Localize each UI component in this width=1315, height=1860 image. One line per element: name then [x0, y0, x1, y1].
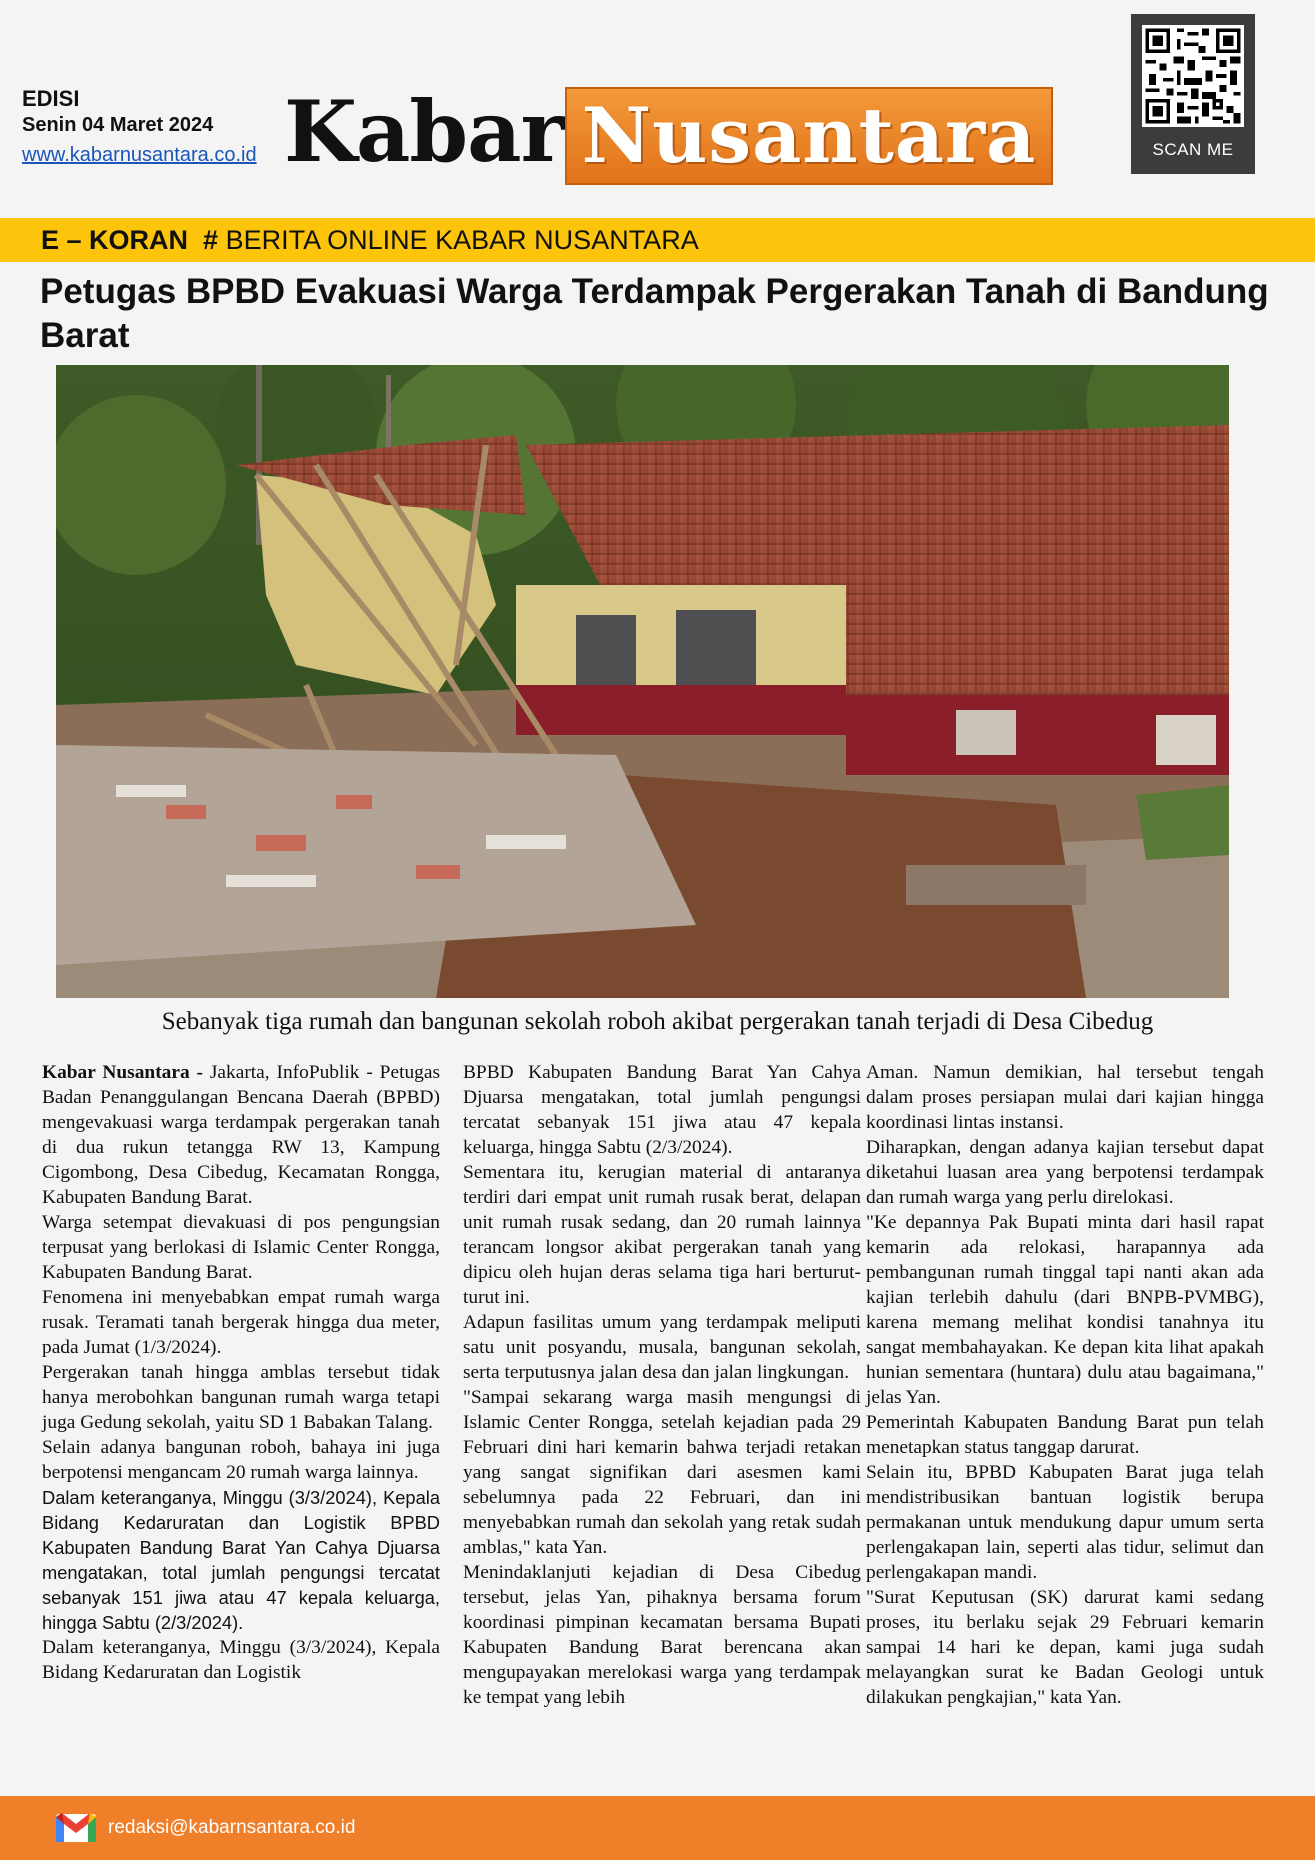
section-separator: #	[203, 225, 219, 255]
article-paragraph: Pergerakan tanah hingga amblas tersebut tidak hanya merobohkan bangunan rumah warga tetapi juga Gedung sekolah, yaitu SD 1 Babakan Talang.	[42, 1362, 440, 1433]
article-photo	[56, 365, 1229, 998]
section-band-text	[41, 224, 699, 256]
brand-logo-nusantara: Nusantara	[581, 91, 1037, 180]
article-paragraph: Selain adanya bangunan roboh, bahaya ini juga berpotensi mengancam 20 rumah warga lainnya.	[42, 1437, 440, 1483]
article-paragraph: BPBD Kabupaten Bandung Barat Yan Cahya Djuarsa mengatakan, total jumlah pengungsi tercatat sebanyak 151 jiwa atau 47 kepala keluarga, hingga Sabtu (2/3/2024).	[463, 1062, 861, 1158]
article-column-2	[463, 1060, 861, 1710]
edition-info	[22, 86, 272, 172]
collapsed-house-illustration	[56, 365, 1229, 998]
article-byline: Kabar Nusantara -	[42, 1062, 203, 1083]
article-paragraph: Menindaklanjuti kejadian di Desa Cibedug tersebut, jelas Yan, pihaknya bersama forum koordinasi pimpinan kecamatan bersama Bupati Kabupaten Bandung Barat berencana akan mengupayakan merelokasi warga yang terdampak ke tempat yang lebih	[463, 1562, 861, 1708]
qr-code[interactable]	[1131, 14, 1255, 174]
photo-caption: Sebanyak tiga rumah dan bangunan sekolah roboh akibat pergerakan tanah terjadi di Desa Cibedug	[161, 1008, 1154, 1035]
article-paragraph: "Sampai sekarang warga masih mengungsi di Islamic Center Rongga, setelah kejadian pada 29 Februari dini hari kemarin bahwa terjadi retakan yang sangat signifikan dari asesmen kami sebelumnya pada 22 Februari, dan ini menyebabkan rumah dan sekolah yang retak sudah amblas," kata Yan.	[463, 1387, 861, 1558]
article-paragraph: Kabar Nusantara - Jakarta, InfoPublik - Petugas Badan Penanggulangan Bencana Daerah (BPBD) mengevakuasi warga terdampak pergerakan tanah di dua rukun tetangga RW 13, Kampung Cigombong, Desa Cibedug, Kecamatan Rongga, Kabupaten Bandung Barat.	[42, 1062, 440, 1208]
brand-logo-kabar: Kabar	[284, 82, 564, 181]
section-label: E – KORAN	[41, 225, 189, 255]
article-paragraph: "Surat Keputusan (SK) darurat kami sedang proses, itu berlaku sejak 29 Februari kemarin sampai 14 hari ke depan, kami juga sudah melayangkan surat ke Badan Geologi untuk dilakukan pengkajian," kata Yan.	[866, 1587, 1264, 1708]
article-paragraph: Adapun fasilitas umum yang terdampak meliputi satu unit posyandu, musala, bangunan sekolah, serta terputusnya jalan desa dan jalan lingkungan.	[463, 1312, 861, 1383]
section-tagline: BERITA ONLINE KABAR NUSANTARA	[225, 225, 699, 255]
article-paragraph: Dalam keteranganya, Minggu (3/3/2024), Kepala Bidang Kedaruratan dan Logistik BPBD Kabupaten Bandung Barat Yan Cahya Djuarsa mengatakan, total jumlah pengungsi tercatat sebanyak 151 jiwa atau 47 kepala keluarga, hingga Sabtu (2/3/2024).	[42, 1487, 440, 1633]
qr-code-icon	[1142, 25, 1244, 127]
brand-logo-box	[565, 87, 1053, 185]
article-paragraph: Aman. Namun demikian, hal tersebut tengah dalam proses persiapan mulai dari kajian hingga koordinasi lintas instansi.	[866, 1062, 1264, 1133]
article-paragraph: Diharapkan, dengan adanya kajian tersebut dapat diketahui luasan area yang berpotensi terdampak dan rumah warga yang perlu direlokasi.	[866, 1137, 1264, 1208]
footer-bar	[0, 1796, 1315, 1860]
article-paragraph: Pemerintah Kabupaten Bandung Barat pun telah menetapkan status tanggap darurat.	[866, 1412, 1264, 1458]
section-band	[0, 218, 1315, 262]
website-link[interactable]: www.kabarnusantara.co.id	[22, 144, 257, 166]
article-paragraph: Dalam keteranganya, Minggu (3/3/2024), Kepala Bidang Kedaruratan dan Logistik	[42, 1637, 440, 1683]
article-paragraph: "Ke depannya Pak Bupati minta dari hasil rapat kemarin ada relokasi, harapannya ada pembangunan rumah tinggal tapi nanti akan ada kajian terlebih dahulu (dari BNPB-PVMBG), karena memang melihat kondisi tanahnya itu sangat membahayakan. Ke depan kita lihat apakah hunian sementara (huntara) dulu atau bagaimana," jelas Yan.	[866, 1212, 1264, 1408]
edition-label: EDISI	[22, 86, 80, 111]
gmail-icon	[54, 1810, 98, 1844]
article-column-1	[42, 1060, 440, 1685]
article-column-3	[866, 1060, 1264, 1710]
edition-date: Senin 04 Maret 2024	[22, 114, 214, 136]
article-headline: Petugas BPBD Evakuasi Warga Terdampak Pergerakan Tanah di Bandung Barat	[40, 272, 1269, 355]
article-paragraph: Sementara itu, kerugian material di antaranya terdiri dari empat unit rumah rusak berat, delapan unit rumah rusak sedang, dan 20 rumah lainnya terancam longsor akibat pergerakan tanah yang dipicu oleh hujan deras selama tiga hari berturut-turut ini.	[463, 1162, 861, 1308]
article-paragraph: Selain itu, BPBD Kabupaten Barat juga telah mendistribusikan bantuan logistik berupa permakanan untuk mendukung dapur umum serta perlengakapan lain, seperti alas tidur, selimut dan perlengakapan mandi.	[866, 1462, 1264, 1583]
contact-email[interactable]: redaksi@kabarnsantara.co.id	[108, 1817, 356, 1838]
qr-label: SCAN ME	[1152, 140, 1234, 159]
article-paragraph: Warga setempat dievakuasi di pos pengungsian terpusat yang berlokasi di Islamic Center Rongga, Kabupaten Bandung Barat.	[42, 1212, 440, 1283]
article-paragraph: Fenomena ini menyebabkan empat rumah warga rusak. Teramati tanah bergerak hingga dua meter, pada Jumat (1/3/2024).	[42, 1287, 440, 1358]
